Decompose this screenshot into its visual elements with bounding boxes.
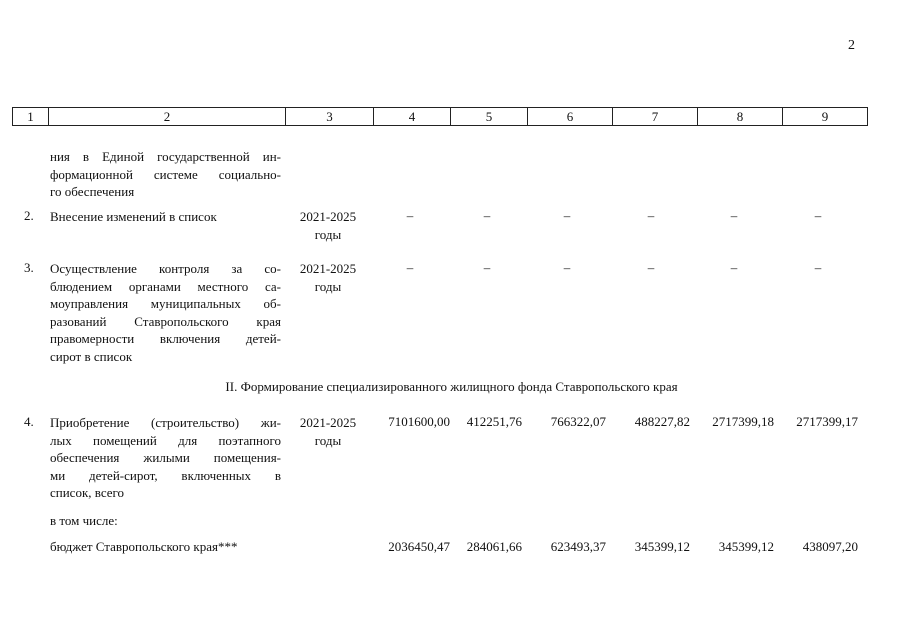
column-header-row bbox=[12, 107, 868, 126]
row-number: 3. bbox=[24, 260, 34, 275]
row-number: 4. bbox=[24, 414, 34, 429]
value-cell: 345399,12 bbox=[634, 539, 690, 554]
value-cell: 2036450,47 bbox=[388, 539, 450, 554]
budget-row-label: бюджет Ставропольского края*** bbox=[50, 539, 238, 554]
row-number: 2. bbox=[24, 208, 34, 223]
value-cell: – bbox=[483, 260, 491, 275]
description-line: лых помещений для поэтапного bbox=[50, 432, 281, 448]
description-line: блюдением органами местного са- bbox=[50, 278, 281, 294]
row-period bbox=[290, 208, 366, 243]
column-header-2: 2 bbox=[49, 108, 286, 126]
section-title: II. Формирование специализированного жилищного фонда Ставропольского края bbox=[225, 379, 678, 394]
description-line: правомерности включения детей- bbox=[50, 331, 281, 346]
subtotal-label: в том числе: bbox=[50, 513, 118, 528]
value-cell: 412251,76 bbox=[466, 414, 522, 429]
value-cell: – bbox=[563, 208, 571, 223]
column-header-7: 7 bbox=[613, 108, 698, 126]
value-cell: – bbox=[483, 208, 491, 223]
description-line: список, всего bbox=[50, 485, 125, 500]
column-header-4: 4 bbox=[374, 108, 451, 126]
column-header-1: 1 bbox=[13, 108, 49, 126]
description-line: моуправления муниципальных об- bbox=[50, 296, 281, 311]
row-description bbox=[50, 414, 281, 502]
row-period bbox=[290, 414, 366, 449]
description-line: обеспечения жилыми помещения- bbox=[50, 450, 281, 465]
page-number: 2 bbox=[848, 38, 855, 53]
description-line: Приобретение (строительство) жи- bbox=[50, 415, 281, 430]
description-line: ми детей-сирот, включенных в bbox=[50, 467, 281, 483]
value-cell: 623493,37 bbox=[550, 539, 606, 554]
row-description bbox=[50, 260, 281, 365]
column-header-6: 6 bbox=[528, 108, 613, 126]
description-line: разований Ставропольского края bbox=[50, 313, 281, 329]
value-cell: 438097,20 bbox=[802, 539, 858, 554]
value-cell: – bbox=[730, 208, 738, 223]
value-cell: 2717399,17 bbox=[796, 414, 858, 429]
value-cell: 766322,07 bbox=[550, 414, 606, 429]
value-cell: – bbox=[730, 260, 738, 275]
value-cell: – bbox=[406, 260, 414, 275]
column-header-8: 8 bbox=[698, 108, 783, 126]
value-cell: – bbox=[563, 260, 571, 275]
column-header-9: 9 bbox=[783, 108, 868, 126]
value-cell: 7101600,00 bbox=[388, 414, 450, 429]
continuation-line: формационной системе социально- bbox=[50, 166, 281, 182]
description-line: Осуществление контроля за со- bbox=[50, 261, 281, 276]
value-cell: – bbox=[406, 208, 414, 223]
description-line: сирот в список bbox=[50, 348, 133, 364]
row-period bbox=[290, 260, 366, 295]
period-years: 2021-2025 bbox=[299, 209, 357, 224]
column-header-3: 3 bbox=[286, 108, 374, 126]
value-cell: – bbox=[647, 208, 655, 223]
period-years: 2021-2025 bbox=[299, 261, 357, 276]
value-cell: – bbox=[814, 260, 822, 275]
continuation-line: го обеспечения bbox=[50, 184, 135, 199]
value-cell: 345399,12 bbox=[718, 539, 774, 554]
column-header-5: 5 bbox=[451, 108, 528, 126]
value-cell: – bbox=[814, 208, 822, 223]
value-cell: 488227,82 bbox=[634, 414, 690, 429]
value-cell: 2717399,18 bbox=[712, 414, 774, 429]
continuation-text bbox=[50, 148, 281, 201]
value-cell: 284061,66 bbox=[466, 539, 522, 554]
period-word: годы bbox=[314, 226, 342, 242]
period-years: 2021-2025 bbox=[299, 415, 357, 430]
row-description bbox=[50, 208, 281, 226]
period-word: годы bbox=[314, 432, 342, 448]
continuation-line: ния в Единой государственной ин- bbox=[50, 149, 281, 164]
description-line: Внесение изменений в список bbox=[50, 209, 217, 224]
value-cell: – bbox=[647, 260, 655, 275]
period-word: годы bbox=[314, 278, 342, 294]
